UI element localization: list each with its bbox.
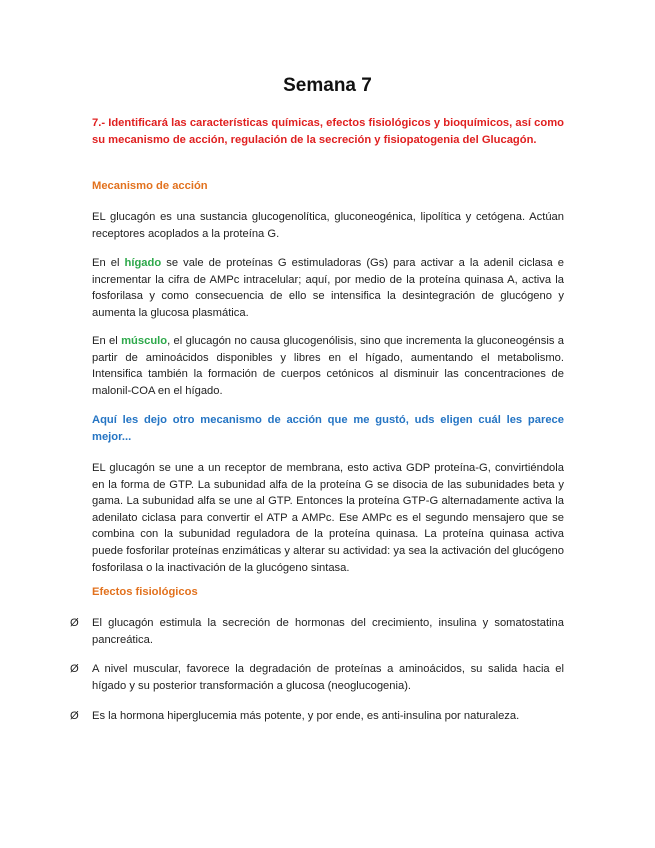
paragraph-musculo-pre: En el — [92, 335, 122, 347]
list-item — [70, 661, 564, 694]
question-text: 7.- Identificará las características químicas, efectos fisiológicos y bioquímicos, así como su mecanismo de acción, regulación de la secreción y fisiopatogenia del Glucagón. — [92, 117, 564, 146]
paragraph-musculo-post: , el glucagón no causa glucogenólisis, sino que incrementa la gluconeogénsis a partir de aminoácidos disponibles y libres en el hígado, aumentando el metabolismo. Intensifica también la formación de cuerpos cetónicos al disminuir las concentraciones de malonil-COA en el hígado. — [92, 335, 565, 397]
bullet-marker: Ø — [70, 710, 79, 722]
list-item-text: El glucagón estimula la secreción de hormonas del crecimiento, insulina y somatostatina pancreática. — [92, 617, 564, 646]
section-heading-efectos: Efectos fisiológicos — [92, 586, 198, 598]
list-item-text: Es la hormona hiperglucemia más potente, y por ende, es anti-insulina por naturaleza. — [92, 710, 520, 722]
list-item — [70, 615, 564, 648]
paragraph-higado — [92, 255, 564, 321]
section-heading-mecanismo: Mecanismo de acción — [92, 180, 208, 192]
keyword-higado: hígado — [124, 257, 162, 269]
list-item — [70, 708, 564, 725]
paragraph-higado-post: se vale de proteínas G estimuladoras (Gs) para activar a la adenil ciclasa e incrementar la cifra de AMPc intracelular; aquí, por medio de la proteína quinasa A, activa la fosforilasa y como consecuencia de ello se intensifica la desintegración de glucógeno y aumenta la glucosa plasmática. — [92, 257, 564, 319]
paragraph-musculo — [92, 333, 564, 399]
bullet-marker: Ø — [70, 617, 79, 629]
keyword-musculo: músculo — [121, 335, 168, 347]
bullet-marker: Ø — [70, 663, 79, 675]
page-title: Semana 7 — [283, 75, 372, 96]
paragraph-otro-mecanismo: EL glucagón se une a un receptor de membrana, esto activa GDP proteína-G, convirtiéndola en la forma de GTP. La subunidad alfa de la proteína G se disocia de las subunidades beta y gama. La subunidad alfa se une al GTP. Entonces la proteína GTP-G alternadamente activa la adenilato ciclasa para convertir el ATP a AMPc. Ese AMPc es el segundo mensajero que se combina con la subunidad reguladora de la proteína quinasa. La proteína quinasa activa puede fosforilar proteínas enzimáticas y alterar su actividad: ya sea la activación del glucógeno fosforilasa o la inactivación de la glucógeno sintasa. — [92, 462, 564, 574]
paragraph-higado-pre: En el — [92, 257, 125, 269]
list-item-text: A nivel muscular, favorece la degradación de proteínas a aminoácidos, su salida hacia el hígado y su posterior transformación a glucosa (neoglucogenia). — [92, 663, 564, 692]
paragraph-mecanismo-1: EL glucagón es una sustancia glucogenolítica, gluconeogénica, lipolítica y cetógena. Actúan receptores acoplados a la proteína G. — [92, 211, 564, 240]
section-heading-otro-mecanismo: Aquí les dejo otro mecanismo de acción que me gustó, uds eligen cuál les parece mejor... — [92, 414, 564, 443]
